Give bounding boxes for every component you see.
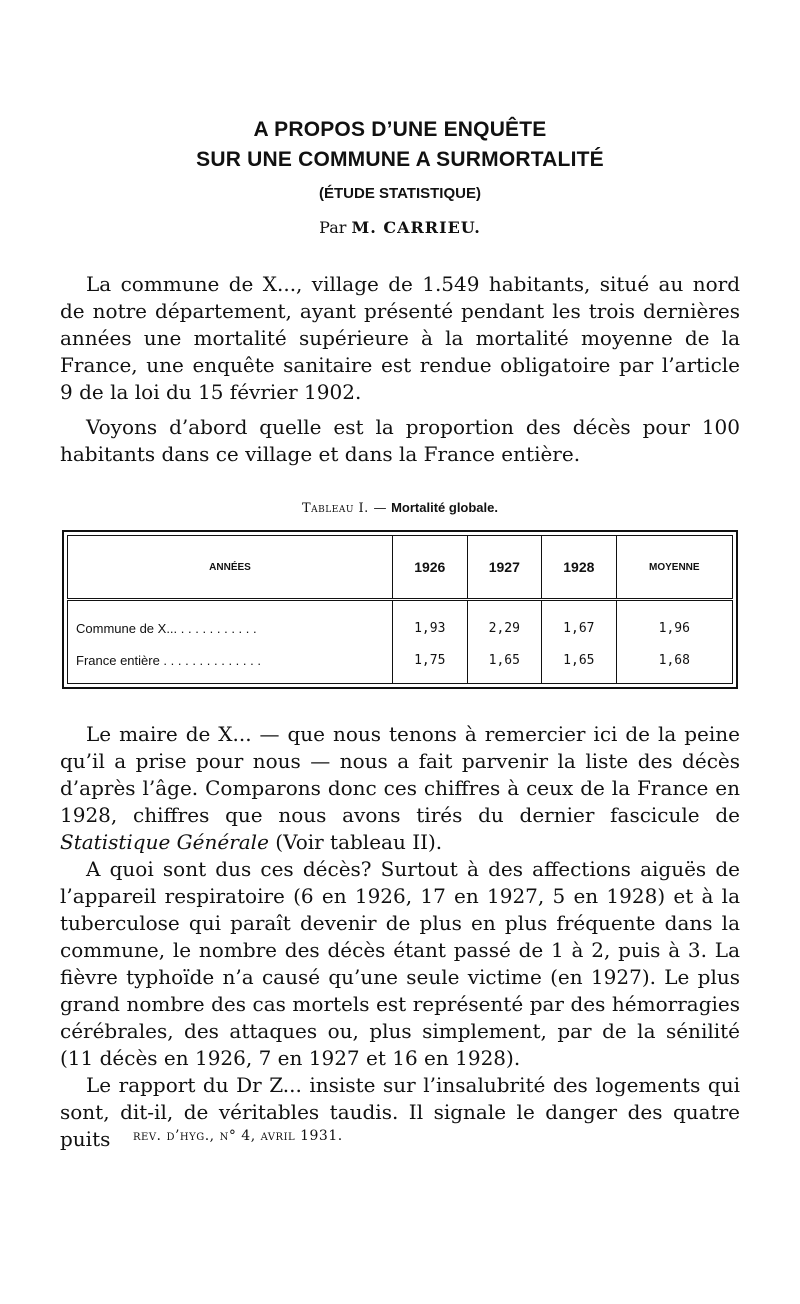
paragraph-3-text-a: Le maire de X... — que nous tenons à remercier ici de la peine qu’il a prise pour nous — nous a fait parvenir la liste des décès d’après l’âge. Comparons donc ces chiffres à ceux de la France en 1928, chiffres que nous avons tirés du dernier fascicule de bbox=[60, 722, 740, 827]
mortality-table bbox=[67, 535, 733, 684]
table-cell: 1,75 bbox=[393, 644, 468, 684]
table-cell: 1,65 bbox=[542, 644, 617, 684]
paragraph-5: Le rapport du Dr Z... insiste sur l’insalubrité des logements qui sont, dit-il, de véritables taudis. Il signale le danger des quatre puits bbox=[60, 1073, 740, 1151]
header-moyenne: MOYENNE bbox=[616, 536, 732, 600]
paragraph-2: Voyons d’abord quelle est la proportion des décès pour 100 habitants dans ce village et dans la France entière. bbox=[60, 415, 740, 466]
author-line bbox=[60, 218, 740, 237]
table-cell: 1,67 bbox=[542, 600, 617, 645]
title-line-2: SUR UNE COMMUNE A SURMORTALITÉ bbox=[196, 148, 604, 171]
table-frame bbox=[62, 530, 738, 689]
table-cell: 1,93 bbox=[393, 600, 468, 645]
table-row bbox=[68, 644, 733, 684]
header-1926: 1926 bbox=[393, 536, 468, 600]
table-caption bbox=[60, 500, 740, 516]
author-name: M. CARRIEU. bbox=[351, 218, 481, 237]
header-1927: 1927 bbox=[467, 536, 542, 600]
header-annees: ANNÉES bbox=[68, 536, 393, 600]
article bbox=[60, 115, 740, 1153]
table-header-row bbox=[68, 536, 733, 600]
journal-reference: rev. d’hyg., n° 4, avril 1931. bbox=[133, 1128, 343, 1144]
table-caption-title: Mortalité globale. bbox=[391, 500, 498, 515]
table-cell: 1,65 bbox=[467, 644, 542, 684]
page-footer bbox=[133, 1128, 343, 1144]
table-caption-prefix: Tableau I. — bbox=[302, 501, 387, 516]
title-line-1: A PROPOS D’UNE ENQUÊTE bbox=[253, 118, 547, 141]
article-title bbox=[60, 115, 740, 175]
paragraph-3-text-b: (Voir tableau II). bbox=[268, 830, 443, 854]
article-subtitle: (ÉTUDE STATISTIQUE) bbox=[319, 185, 481, 202]
paragraph-4: A quoi sont dus ces décès? Surtout à des affections aiguës de l’appareil respiratoire (6 en 1926, 17 en 1927, 5 en 1928) et à la tuberculose qui paraît devenir de plus en plus fréquente dans la commune, le nombre des décès étant passé de 1 à 2, puis à 3. La fièvre typhoïde n’a causé qu’une seule victime (en 1927). Le plus grand nombre des cas mortels est représenté par des hémorragies cérébrales, des attaques ou, plus simplement, par de la sénilité (11 décès en 1926, 7 en 1927 et 16 en 1928). bbox=[60, 857, 740, 1070]
author-prefix: Par bbox=[319, 218, 347, 237]
header-1928: 1928 bbox=[542, 536, 617, 600]
table-cell: 2,29 bbox=[467, 600, 542, 645]
paragraph-3 bbox=[60, 721, 740, 856]
table-cell: 1,68 bbox=[616, 644, 732, 684]
row-label: France entière . . . . . . . . . . . . . . bbox=[76, 652, 261, 668]
journal-title: Statistique Générale bbox=[60, 830, 269, 854]
table-cell: 1,96 bbox=[616, 600, 732, 645]
paragraph-1: La commune de X..., village de 1.549 habitants, situé au nord de notre département, ayant présenté pendant les trois dernières années une mortalité supérieure à la mortalité moyenne de la France, une enquête sanitaire est rendue obligatoire par l’article 9 de la loi du 15 février 1902. bbox=[60, 272, 740, 404]
row-label: Commune de X... . . . . . . . . . . . bbox=[76, 620, 257, 636]
table-row bbox=[68, 600, 733, 645]
